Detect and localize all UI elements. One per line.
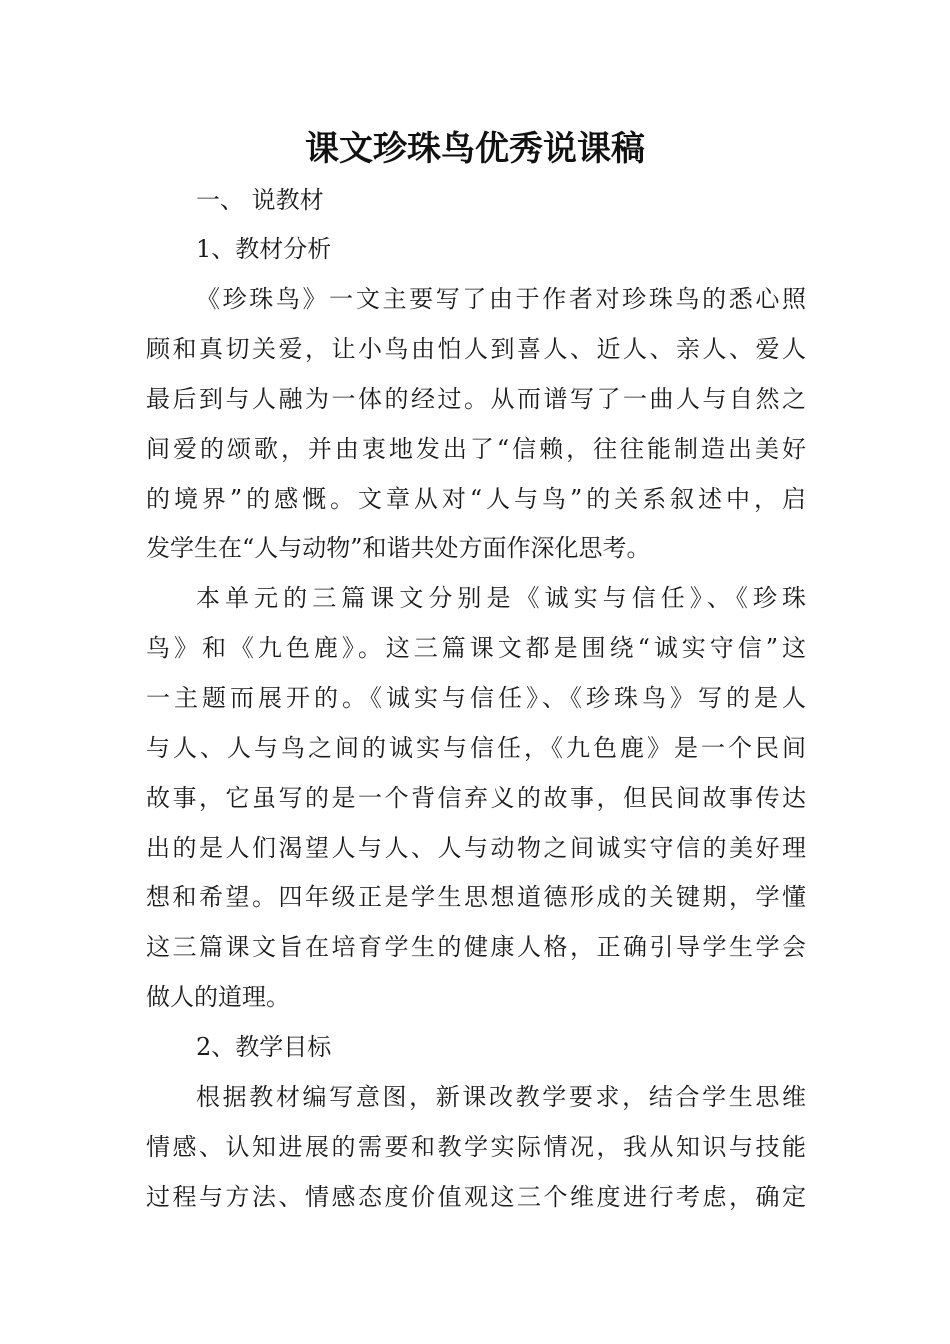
section-heading: 一、 说教材	[196, 186, 324, 214]
document-title: 课文珍珠鸟优秀说课稿	[305, 129, 645, 169]
paragraph-line: 想和希望。四年级正是学生思想道德形成的关键期，学懂	[146, 883, 806, 911]
paragraph-line: 的境界”的感慨。文章从对“人与鸟”的关系叙述中，启	[146, 485, 806, 513]
paragraph-line: 鸟》和《九色鹿》。这三篇课文都是围绕“诚实守信”这	[146, 634, 806, 662]
paragraph-line: 故事，它虽写的是一个背信弃义的故事，但民间故事传达	[146, 784, 806, 812]
paragraph-line: 根据教材编写意图，新课改教学要求，结合学生思维	[196, 1083, 806, 1111]
paragraph-line: 过程与方法、情感态度价值观这三个维度进行考虑，确定	[146, 1183, 806, 1211]
paragraph-line: 《珍珠鸟》一文主要写了由于作者对珍珠鸟的悉心照	[196, 285, 806, 313]
paragraph-line: 与人、人与鸟之间的诚实与信任，《九色鹿》是一个民间	[146, 734, 806, 762]
paragraph-line: 一主题而展开的。《诚实与信任》、《珍珠鸟》写的是人	[146, 684, 806, 712]
paragraph-line: 情感、认知进展的需要和教学实际情况，我从知识与技能	[146, 1133, 806, 1161]
paragraph-line: 本单元的三篇课文分别是《诚实与信任》、《珍珠	[196, 584, 806, 612]
paragraph-line: 最后到与人融为一体的经过。从而谱写了一曲人与自然之	[146, 385, 806, 413]
paragraph-line: 顾和真切关爱，让小鸟由怕人到喜人、近人、亲人、爱人	[146, 335, 806, 363]
paragraph-line: 发学生在“人与动物”和谐共处方面作深化思考。	[146, 534, 651, 562]
subsection-heading: 2、教学目标	[196, 1033, 332, 1061]
subsection-heading: 1、教材分析	[196, 235, 332, 263]
paragraph-line: 间爱的颂歌，并由衷地发出了“信赖，往往能制造出美好	[146, 435, 806, 463]
paragraph-line: 出的是人们渴望人与人、人与动物之间诚实守信的美好理	[146, 834, 806, 862]
paragraph-line: 这三篇课文旨在培育学生的健康人格，正确引导学生学会	[146, 933, 806, 961]
paragraph-line: 做人的道理。	[146, 983, 290, 1011]
